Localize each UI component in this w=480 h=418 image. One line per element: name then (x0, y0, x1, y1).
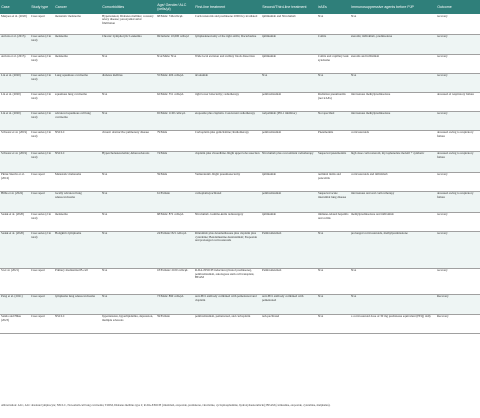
cell-study-type: Case series (2 in total) (31, 34, 52, 42)
cell-immunosuppressive-agents: N/A (351, 14, 357, 18)
cell-outcome: recovery (437, 73, 448, 78)
cell-first-line-treatment: pembrolizumab, pemetrexed, and carboplatin (195, 314, 251, 319)
cell-case: Si et al. (2021) (1, 268, 20, 273)
table-row (0, 92, 480, 111)
cell-iraes: Not specified (318, 111, 335, 116)
column-header-outcome: Outcome (437, 4, 452, 9)
cell-second-third-line-treatment: Pembrolizumab (262, 231, 282, 236)
table-row (0, 130, 480, 151)
cell-outcome: recovery (437, 212, 448, 217)
cell-study-type: Case series (2 in total) (31, 231, 52, 239)
cell-immunosuppressive-agents: intravenous methylprednisolone (351, 92, 391, 97)
cell-outcome: recovery (437, 172, 448, 177)
cell-case: Pintur-Skevin et al. (2016) (1, 172, 25, 180)
cell-immunosuppressive-agents: steroids and infliximab (351, 54, 380, 59)
cell-cancer: Metastatic melanoma (55, 172, 82, 177)
cell-study-type: Case series (2 in total) (31, 212, 52, 220)
cell-iraes: N/A (318, 14, 324, 18)
cell-comorbidities: N/A (102, 268, 108, 273)
cell-immunosuppressive-agents: a corticosteroid dose of 30 mg prednisone equivalent (PEQ) daily (351, 314, 431, 319)
cell-case: Arriola et al. (2015) (1, 34, 26, 39)
table-row (0, 34, 480, 54)
cell-comorbidities: N/A (102, 294, 108, 299)
cell-second-third-line-treatment: ipilimumab (262, 172, 277, 177)
cell-first-line-treatment: carboplatin/paclitaxel (195, 191, 222, 196)
cell-age-gender-alc: 69/female/ 10,000 cells/μl (157, 34, 189, 39)
cell-second-third-line-treatment: ipilimumab (262, 54, 277, 59)
cell-comorbidities: diabetes mellitus (102, 73, 123, 78)
cell-cancer: melanoma (55, 34, 68, 39)
cell-immunosuppressive-agents: high dose corticosteroid, mycophenolate mofetil + synthetic (351, 151, 425, 156)
cell-iraes: immune-related hepatitis and colitis (318, 212, 349, 220)
cell-age-gender-alc: 62/Male/ 551 cells/μL (157, 92, 185, 97)
cell-cancer: Hodgkin's lymphoma (55, 231, 82, 236)
cell-outcome: recovery (437, 268, 448, 273)
table-row (0, 268, 480, 294)
cell-iraes: N/A (318, 294, 324, 299)
cell-case: Lin et al. (2020) (1, 92, 21, 97)
cell-cancer: squamous lung carcinoma (55, 92, 87, 97)
cell-first-line-treatment: Vemurafenib. Right pneumonectomy (195, 172, 241, 177)
cell-age-gender-alc: N/A/Male/ N/A (157, 54, 177, 59)
table-row (0, 151, 480, 172)
cell-comorbidities: Chronic Lymphocytic Leukemia (102, 34, 142, 39)
cell-study-type: Case series (2 in total) (31, 151, 52, 159)
cell-immunosuppressive-agents: N/A (351, 294, 357, 299)
cell-cancer: NSCLC (55, 151, 65, 156)
cell-age-gender-alc: 68/Male/ 746cells/μL (157, 14, 184, 18)
cell-case: Peng et al. (2021) (1, 294, 23, 299)
column-header-case: Case (1, 4, 10, 9)
column-header-iraes: irAEs (318, 4, 327, 9)
cell-study-type: Case report (31, 14, 45, 18)
table-row (0, 172, 480, 191)
cell-age-gender-alc: 68/Male/ 872 cells/μL (157, 212, 185, 217)
column-header-immunosuppressive-agents: Immunosuppressive agents before PJP (351, 4, 414, 9)
table-row (0, 231, 480, 268)
cell-case: Lin et al. (2020) (1, 111, 21, 116)
cell-cancer: NSCLC (55, 130, 65, 135)
cell-second-third-line-treatment: Pembrolizumab (262, 268, 282, 273)
table-row (0, 111, 480, 130)
cell-age-gender-alc: 59/Female (157, 314, 170, 319)
table-row (0, 14, 480, 34)
cell-cancer: Primary mediastinal B-cell (55, 268, 88, 273)
cell-iraes: N/A (318, 73, 324, 78)
cell-first-line-treatment: Rituximab plus dexamethasone plus cisplatin plus cytarabine; Bendamustine-brentuximab; Etoposide and prolonged corticosteroids (195, 231, 257, 243)
column-header-age-gender-alc: Age/ Gender/ ALC (cells/μl) (157, 2, 187, 11)
cell-immunosuppressive-agents: corticosteroids (351, 130, 369, 135)
cell-cancer: advanced squamous cell lung carcinoma (55, 111, 91, 119)
cell-case: Hilhs et al. (2022) (1, 191, 24, 196)
cell-iraes: N/A (318, 268, 324, 273)
cell-comorbidities: N/A (102, 111, 108, 116)
cell-second-third-line-treatment: Nivolumab plus concomitant radiotherapy (262, 151, 314, 156)
cell-first-line-treatment: lymphadenectomy of the right axilla; Dacarbazine (195, 34, 257, 39)
cell-second-third-line-treatment: pembrolizumab (262, 191, 282, 196)
cell-immunosuppressive-agents: steroids; infliximab, prednisolone (351, 34, 393, 39)
cell-comorbidities: Hypertension; Diabetes mellitus; coronary artery disease; paroxysmal atrial fibrillation (102, 14, 154, 25)
cell-case: Mesjaoa et al. (2020) (1, 14, 27, 18)
cell-study-type: Case series (2 in total) (31, 130, 52, 138)
cell-immunosuppressive-agents: corticosteroids and infliximab (351, 172, 388, 177)
cell-second-third-line-treatment: N/A (262, 73, 268, 78)
table-row (0, 191, 480, 212)
cell-case: Lin et al. (2020) (1, 73, 21, 78)
cell-cancer: melanoma (55, 54, 68, 59)
cell-iraes: Colitis and capillary leak syndrome (318, 54, 349, 62)
cell-case: Sadek et al. (2020) (1, 231, 25, 236)
cell-cancer: Lung squamous carcinoma (55, 73, 88, 78)
cell-study-type: Case series (2 in total) (31, 111, 52, 119)
table-body (0, 14, 480, 333)
cell-immunosuppressive-agents: prolonged corticosteroids, methylprednisolone (351, 231, 408, 236)
cell-study-type: Case series (2 in total) (31, 73, 52, 81)
cell-immunosuppressive-agents: N/A (351, 268, 357, 273)
cell-comorbidities: N/A (102, 172, 108, 177)
table-row (0, 314, 480, 333)
table-row (0, 73, 480, 92)
cell-outcome: Recovery (437, 294, 449, 299)
column-header-cancer: Cancer (55, 4, 67, 9)
cell-first-line-treatment: nivolumab (195, 73, 209, 78)
table-header-row (0, 0, 480, 14)
cell-first-line-treatment: Carboplatin plus gemcitabine; Radiotherapy (195, 130, 249, 135)
cell-first-line-treatment: Corticosteroids and prednisone 2000cGy irradiated (195, 14, 258, 18)
cell-study-type: Case series (2 in total) (31, 54, 52, 62)
cell-case: Santia and Hhsu (2023) (1, 314, 21, 322)
cell-second-third-line-treatment: ipilimumab and Nivolumab (262, 14, 296, 18)
cell-outcome: recovery (437, 14, 448, 18)
cell-first-line-treatment: cisplatin plus vinorelbine. Right upper lobe resection (195, 151, 260, 156)
cell-cancer: metastatic melanoma (55, 14, 81, 18)
cell-first-line-treatment: R-DA-EPOCH induction (rituxof prednisone), pembrolizumab, autologous stem cell transplant, BEAM (195, 268, 255, 280)
cell-age-gender-alc: 61/Female (157, 191, 170, 196)
cell-iraes: Pneumonitis (318, 130, 334, 135)
cell-case: Schwarz et al. (2019) (1, 151, 28, 156)
cell-second-third-line-treatment: nab-paclitaxel (262, 314, 280, 319)
cell-age-gender-alc: 65/Male/ 1100 cells/μL (157, 111, 186, 116)
cell-age-gender-alc: 55/Male/ 406 cells/μL (157, 73, 185, 78)
cell-comorbidities: N/A (102, 54, 108, 59)
column-header-comorbidities: Comorbidities (102, 4, 125, 9)
cell-first-line-treatment: anti-PD1 antibody combined with pemetrexed and cisplatin (195, 294, 257, 302)
cell-iraes: Suspected acute interstitial lung disease (318, 191, 347, 199)
cell-second-third-line-treatment: pembrolizumab (262, 92, 282, 97)
cell-cancer: melanoma (55, 212, 68, 217)
cell-study-type: Case report (31, 191, 45, 196)
cell-comorbidities: N/A (102, 191, 108, 196)
table-footnote: Abbreviation: ALC, ALC absolute lymphocyte; NSCLC, Non-small-cell lung carcinoma; T2DM, Diabetes mellitus type 2; R-DA-EPOCH (rituximab, etoposide, prednisone, vincristine, cyclophosphamide, hydroxydaunorubicin); BEAM (carmustine, etoposide, cytarabine, melphalan). (1, 403, 331, 407)
cell-iraes: terminal ileitis and pancolitis (318, 172, 341, 180)
cell-iraes: N/A (318, 314, 324, 319)
cell-iraes: N/A (318, 231, 324, 236)
table-row (0, 212, 480, 231)
cell-iraes: Radiation pneumonitis (not irAEs) (318, 92, 346, 100)
cell-second-third-line-treatment: ipilimumab (262, 212, 277, 217)
cell-age-gender-alc: 24/Female/ 821 cells/μL (157, 231, 187, 236)
cell-second-third-line-treatment: toripalimab (PD-1 inhibitor) (262, 111, 297, 116)
cell-cancer: locally advanced lung adenocarcinoma (55, 191, 82, 199)
cell-iraes: Colitis (318, 34, 327, 39)
column-header-second-third-line-treatment: Second/Third-line treatment (262, 4, 307, 9)
cell-comorbidities: chronic obstructive pulmonary disease (102, 130, 149, 135)
cell-outcome: recovery (437, 111, 448, 116)
cell-first-line-treatment: Nivolumab. Gamma-knife radiosurgery (195, 212, 244, 217)
cell-immunosuppressive-agents: N/A (351, 73, 357, 78)
cell-case: Sadek et al. (2020) (1, 212, 25, 217)
cell-age-gender-alc: 74/Male (157, 151, 168, 156)
cell-study-type: Case series (2 in total) (31, 92, 52, 100)
cell-comorbidities: N/A (102, 92, 108, 97)
cell-comorbidities: hypertension, hyperlipidemia, depression, multiple sclerosis (102, 314, 154, 322)
cell-age-gender-alc: 79/Male (157, 130, 168, 135)
cell-outcome: deceased of respiratory failure (437, 92, 474, 97)
cell-case: Schwarz et al. (2019) (1, 130, 28, 135)
table-row (0, 54, 480, 73)
cell-outcome: recovery (437, 231, 448, 236)
table-row (0, 294, 480, 314)
cell-comorbidities: Hypercholesterolemia; Atherosclerosis (102, 151, 150, 156)
cell-study-type: Case report (31, 268, 45, 273)
cell-immunosuppressive-agents: intravenous and oral corticotherapy (351, 191, 395, 196)
cell-immunosuppressive-agents: intravenous methylprednisolone (351, 111, 391, 116)
cell-cancer: NSCLC (55, 314, 65, 319)
cell-study-type: Case report (31, 172, 45, 177)
cell-second-third-line-treatment: anti-PD1 antibody combined with pemetrexed (262, 294, 304, 302)
cell-first-line-treatment: etoposide plus cisplatin. Concurrent radiotherapy (195, 111, 255, 116)
column-header-study-type: Study type (31, 4, 49, 9)
cell-outcome: recovery (437, 34, 448, 39)
cell-age-gender-alc: 18/Female/ 2100 cells/μL (157, 268, 189, 273)
cell-second-third-line-treatment: pembrolizumab (262, 130, 282, 135)
column-header-first-line-treatment: First-line treatment (195, 4, 226, 9)
cell-outcome: deceased owing to respiratory failure (437, 191, 474, 199)
cell-outcome: Recovery (437, 314, 449, 319)
cell-age-gender-alc: 59/Male (157, 172, 168, 177)
cell-outcome: deceased owing to respiratory failure (437, 151, 474, 159)
cell-second-third-line-treatment: ipilimumab (262, 34, 277, 39)
cell-comorbidities: N/A (102, 212, 108, 217)
cell-outcome: deceased owing to respiratory failure (437, 130, 474, 138)
cell-study-type: Case report (31, 314, 45, 319)
cell-age-gender-alc: 73/Male/ 890 cells/μL (157, 294, 185, 299)
cell-case: Arriola et al. (2015) (1, 54, 26, 59)
cell-outcome: recovery (437, 54, 448, 59)
cell-study-type: Case report (31, 294, 45, 299)
cell-comorbidities: N/A (102, 231, 108, 236)
cell-immunosuppressive-agents: methylprednisolone and infliximab (351, 212, 394, 217)
cell-iraes: Suspected pneumonitis (318, 151, 347, 156)
cell-cancer: lymphoma lung adenocarcinoma (55, 294, 95, 299)
cell-first-line-treatment: right lower lobectomy; radiotherapy (195, 92, 240, 97)
cell-first-line-treatment: Wide local excision and axillary block dissection (195, 54, 255, 59)
